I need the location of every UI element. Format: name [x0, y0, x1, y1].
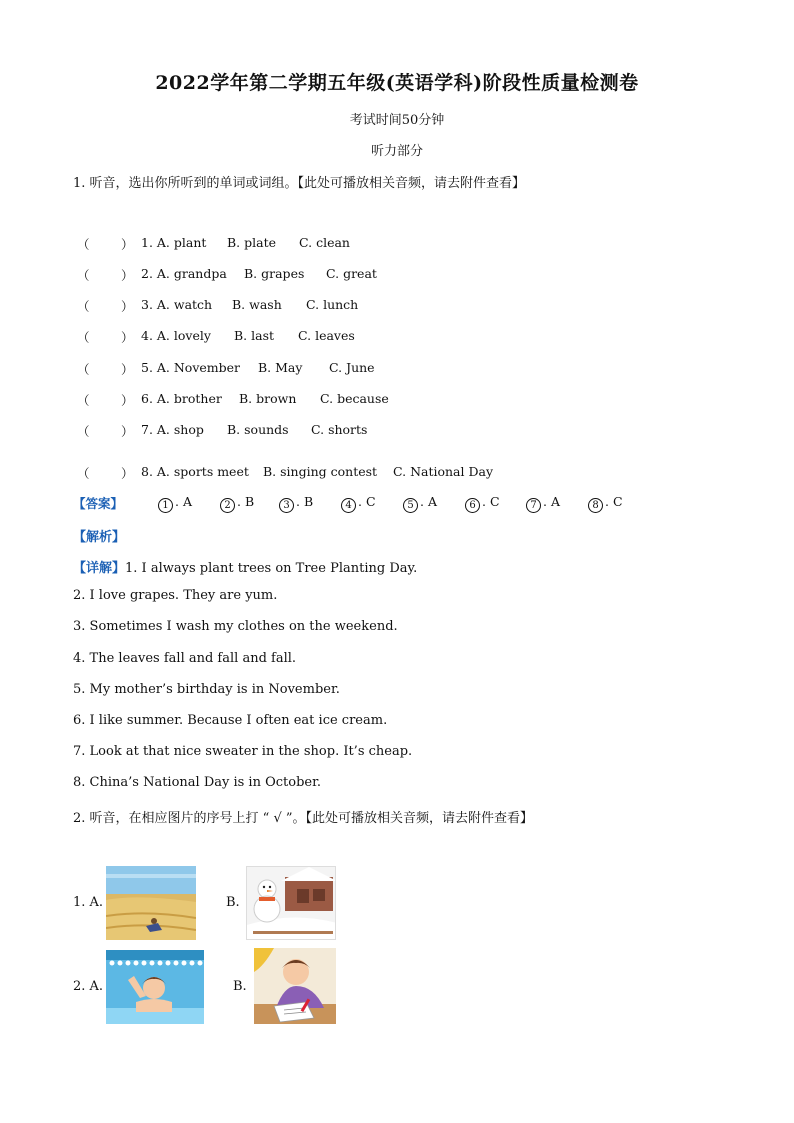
- detail-line-3: 3. Sometimes I wash my clothes on the weekend.: [73, 619, 398, 634]
- answer-value: . C: [605, 494, 623, 509]
- answer-row: [73, 494, 713, 514]
- option-b: B. plate: [227, 235, 277, 250]
- answer-value: . B: [296, 494, 314, 509]
- option-c: C. shorts: [311, 422, 368, 437]
- q2-row1-label-a: 1. A.: [73, 895, 104, 910]
- paren-close: ）: [121, 299, 134, 314]
- answer-number: 5: [403, 498, 418, 513]
- option-c: C. lunch: [306, 297, 359, 312]
- writing-boy-picture[interactable]: [254, 948, 336, 1024]
- option-b: B. sounds: [227, 422, 289, 437]
- exam-time: 考试时间50分钟: [349, 113, 445, 128]
- paren-close: ）: [121, 237, 134, 252]
- option-c: C. clean: [299, 235, 350, 250]
- answer-value: . C: [482, 494, 500, 509]
- answer-value: . B: [237, 494, 255, 509]
- answer-3: [279, 494, 313, 513]
- page-title: 2022学年第二学期五年级(英语学科)阶段性质量检测卷: [155, 72, 639, 94]
- wheat-field-picture[interactable]: [106, 866, 196, 940]
- question-1-prompt: 1. 听音，选出你所听到的单词或词组。【此处可播放相关音频，请去附件查看】: [73, 176, 526, 191]
- detail-line-6: 6. I like summer. Because I often eat ice cream.: [73, 713, 388, 728]
- answer-8: [588, 494, 623, 513]
- option-a: 3. A. watch: [141, 297, 213, 312]
- option-b: B. brown: [239, 391, 297, 406]
- answer-number: 3: [279, 498, 294, 513]
- option-c: C. June: [329, 360, 375, 375]
- answer-value: . A: [420, 494, 437, 509]
- option-c: C. because: [320, 391, 389, 406]
- answer-4: [341, 494, 376, 513]
- q2-row2-label-a: 2. A.: [73, 979, 104, 994]
- detail-line-5: 5. My mother’s birthday is in November.: [73, 682, 340, 697]
- option-a: 4. A. lovely: [141, 328, 211, 343]
- option-c: C. leaves: [298, 328, 355, 343]
- paren-open: （: [77, 330, 90, 345]
- option-b: B. singing contest: [263, 464, 378, 479]
- paren-close: ）: [121, 362, 134, 377]
- paren-open: （: [77, 362, 90, 377]
- q2-row2-label-b: B.: [233, 979, 247, 994]
- option-c: C. National Day: [393, 464, 494, 479]
- answer-2: [220, 494, 254, 513]
- paren-open: （: [77, 393, 90, 408]
- answer-number: 6: [465, 498, 480, 513]
- answer-value: . A: [175, 494, 192, 509]
- answer-value: . C: [358, 494, 376, 509]
- answer-6: [465, 494, 500, 513]
- detail-label: 【详解】: [73, 561, 126, 576]
- swimming-boy-picture[interactable]: [106, 950, 204, 1024]
- question-2-prompt: 2. 听音，在相应图片的序号上打 “ √ ”。【此处可播放相关音频，请去附件查看】: [73, 811, 534, 826]
- paren-close: ）: [121, 330, 134, 345]
- paren-close: ）: [121, 268, 134, 283]
- detail-text: 1. I always plant trees on Tree Planting Day.: [125, 561, 418, 576]
- paren-close: ）: [121, 424, 134, 439]
- paren-close: ）: [121, 466, 134, 481]
- option-b: B. May: [258, 360, 303, 375]
- answer-number: 8: [588, 498, 603, 513]
- paren-open: （: [77, 299, 90, 314]
- answer-number: 7: [526, 498, 541, 513]
- snowman-picture[interactable]: [246, 866, 336, 940]
- answer-5: [403, 494, 437, 513]
- detail-line-1: [73, 557, 417, 576]
- detail-line-2: 2. I love grapes. They are yum.: [73, 588, 278, 603]
- paren-open: （: [77, 424, 90, 439]
- paren-close: ）: [121, 393, 134, 408]
- paren-open: （: [77, 466, 90, 481]
- paren-open: （: [77, 268, 90, 283]
- option-c: C. great: [326, 266, 377, 281]
- q2-row1-label-b: B.: [226, 895, 240, 910]
- option-a: 8. A. sports meet: [141, 464, 249, 479]
- detail-line-4: 4. The leaves fall and fall and fall.: [73, 651, 297, 666]
- option-a: 2. A. grandpa: [141, 266, 227, 281]
- analysis-label: 【解析】: [73, 530, 126, 545]
- detail-line-7: 7. Look at that nice sweater in the shop. It’s cheap.: [73, 744, 413, 759]
- option-a: 6. A. brother: [141, 391, 222, 406]
- option-a: 5. A. November: [141, 360, 241, 375]
- option-a: 1. A. plant: [141, 235, 207, 250]
- option-b: B. last: [234, 328, 275, 343]
- option-a: 7. A. shop: [141, 422, 204, 437]
- detail-line-8: 8. China’s National Day is in October.: [73, 775, 322, 790]
- answer-label: 【答案】: [73, 496, 124, 511]
- answer-number: 4: [341, 498, 356, 513]
- answer-number: 2: [220, 498, 235, 513]
- option-b: B. grapes: [244, 266, 305, 281]
- paren-open: （: [77, 237, 90, 252]
- answer-number: 1: [158, 498, 173, 513]
- section-heading: 听力部分: [370, 144, 423, 159]
- answer-value: . A: [543, 494, 560, 509]
- option-b: B. wash: [232, 297, 282, 312]
- answer-1: [158, 494, 192, 513]
- answer-7: [526, 494, 560, 513]
